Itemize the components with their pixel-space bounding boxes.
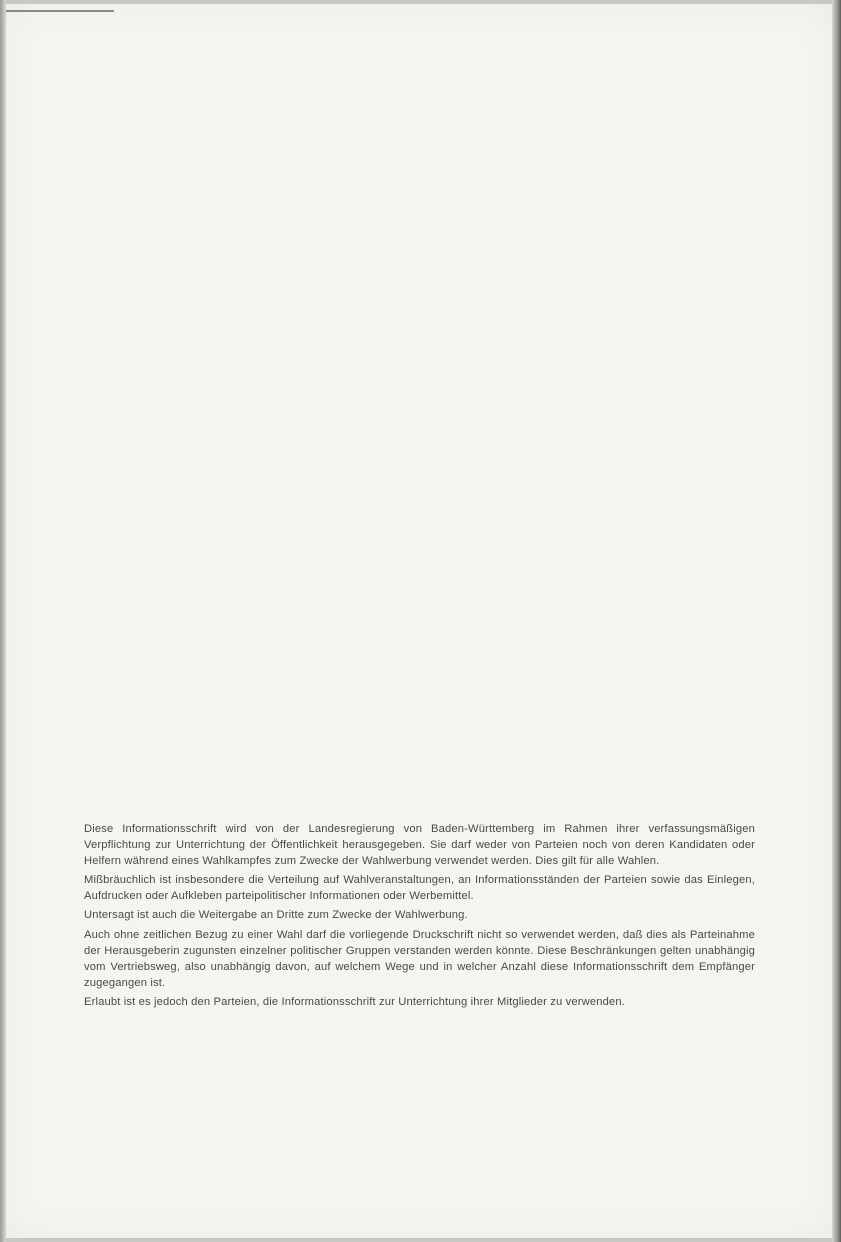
page-right-edge bbox=[832, 0, 841, 1242]
document-page bbox=[6, 4, 832, 1238]
notice-paragraph-3: Untersagt ist auch die Weitergabe an Dritte zum Zwecke der Wahlwerbung. bbox=[84, 909, 468, 922]
notice-paragraph-4: Auch ohne zeitlichen Bezug zu einer Wahl darf die vorliegende Druckschrift nicht so verwendet werden, daß dies als Parteinahme der Herausgeberin zugunsten einzelner politischer Gruppen verstanden werden könnte. Diese Beschränkungen gelten unabhängig vom Vertriebsweg, also unabhängig davon, auf welchem Wege und in welcher Anzahl diese Informationsschrift dem Empfänger zugegangen ist. bbox=[84, 928, 755, 989]
notice-paragraph-5: Erlaubt ist es jedoch den Parteien, die Informationsschrift zur Unterrichtung ihrer Mitglieder zu verwenden. bbox=[84, 995, 626, 1008]
notice-paragraph-1: Diese Informationsschrift wird von der Landesregierung von Baden-Württemberg im Rahmen ihrer verfassungsmäßigen Verpflichtung zur Unterrichtung der Öffentlichkeit herausgegeben. Sie darf weder von Parteien noch von deren Kandidaten oder Helfern während eines Wahlkampfes zum Zwecke der Wahlwerbung verwendet werden. Dies gilt für alle Wahlen. bbox=[84, 823, 755, 868]
notice-paragraph-2: Mißbräuchlich ist insbesondere die Verteilung auf Wahlveranstaltungen, an Informationsständen der Parteien sowie das Einlegen, Aufdrucken oder Aufkleben parteipolitischer Informationen oder Werbemittel. bbox=[84, 874, 755, 903]
top-edge-mark bbox=[6, 10, 114, 12]
usage-notice bbox=[84, 821, 755, 1013]
